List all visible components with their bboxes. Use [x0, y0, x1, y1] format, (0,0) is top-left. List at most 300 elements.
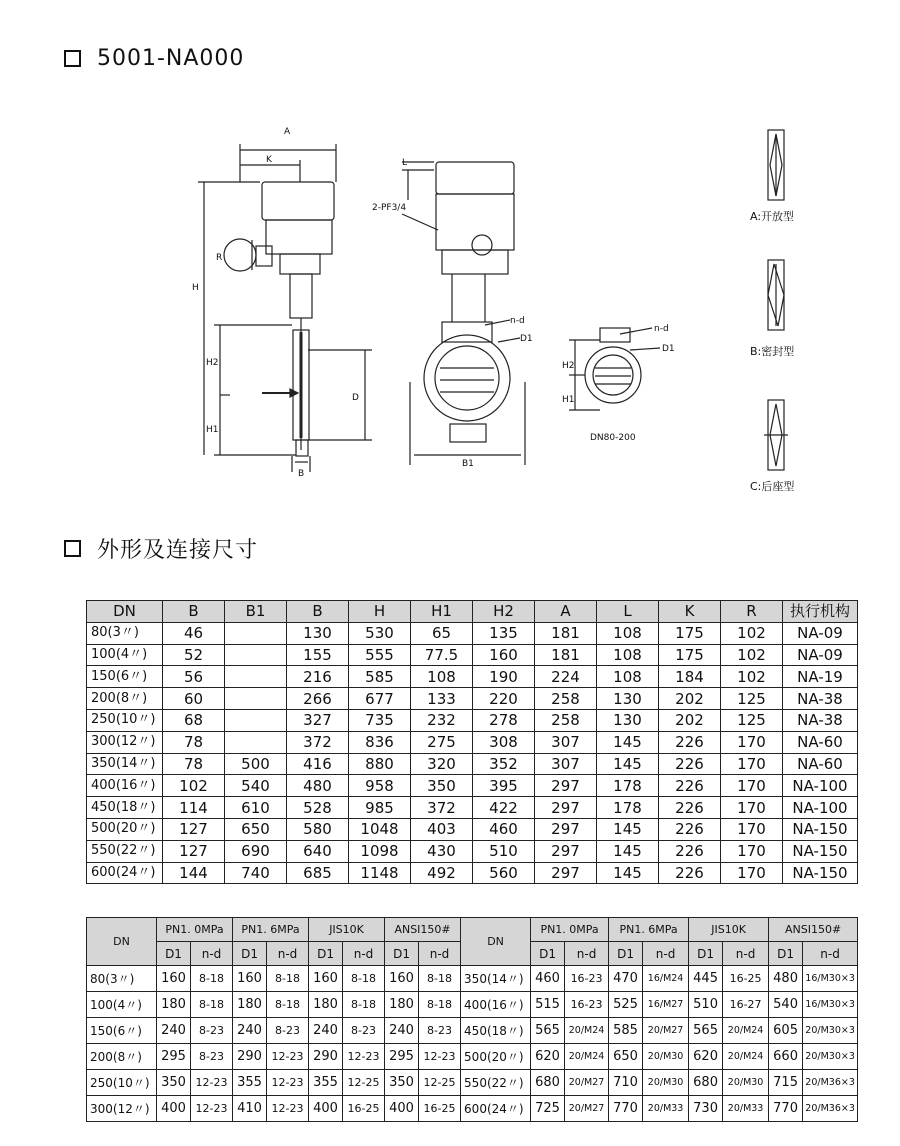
sub-header-cell: n-d: [419, 942, 461, 966]
value-cell: 730: [689, 1096, 723, 1122]
value-cell: 20/M24: [565, 1018, 609, 1044]
sub-header-cell: n-d: [723, 942, 769, 966]
value-cell: 350: [157, 1070, 191, 1096]
dim-header-cell: H2: [473, 601, 535, 623]
dn-cell: 350(14〃): [461, 966, 531, 992]
dim-B1: B1: [462, 459, 474, 469]
value-cell: 20/M30: [643, 1070, 689, 1096]
value-cell: 102: [721, 666, 783, 688]
value-cell: 1048: [349, 818, 411, 840]
value-cell: 680: [689, 1070, 723, 1096]
value-cell: 145: [597, 753, 659, 775]
value-cell: 985: [349, 797, 411, 819]
dn-cell: 500(20〃): [87, 818, 163, 840]
value-cell: 290: [233, 1044, 267, 1070]
value-cell: 240: [385, 1018, 419, 1044]
value-cell: 184: [659, 666, 721, 688]
value-cell: 680: [531, 1070, 565, 1096]
value-cell: [225, 644, 287, 666]
table-row: [87, 1044, 858, 1070]
value-cell: NA-150: [783, 862, 858, 884]
value-cell: 130: [597, 709, 659, 731]
drawing-svg: [180, 110, 820, 510]
value-cell: 540: [225, 775, 287, 797]
value-cell: 16/M30×3: [803, 992, 858, 1018]
dn-cell: 450(18〃): [87, 797, 163, 819]
value-cell: 710: [609, 1070, 643, 1096]
value-cell: 226: [659, 862, 721, 884]
value-cell: 355: [309, 1070, 343, 1096]
value-cell: 605: [769, 1018, 803, 1044]
value-cell: 20/M27: [643, 1018, 689, 1044]
value-cell: 16-27: [723, 992, 769, 1018]
value-cell: NA-100: [783, 797, 858, 819]
value-cell: 528: [287, 797, 349, 819]
value-cell: 130: [287, 622, 349, 644]
dn-cell: 80(3〃): [87, 622, 163, 644]
value-cell: 20/M30×3: [803, 1044, 858, 1070]
value-cell: 320: [411, 753, 473, 775]
value-cell: 190: [473, 666, 535, 688]
value-cell: 258: [535, 688, 597, 710]
value-cell: 170: [721, 840, 783, 862]
value-cell: 20/M36×3: [803, 1096, 858, 1122]
dim-L: L: [402, 158, 408, 168]
value-cell: 400: [385, 1096, 419, 1122]
dn-cell: 600(24〃): [461, 1096, 531, 1122]
dn-cell: 300(12〃): [87, 1096, 157, 1122]
product-code: 5001-NA000: [97, 46, 245, 71]
value-cell: 125: [721, 709, 783, 731]
value-cell: 470: [609, 966, 643, 992]
dim-nd-small: n-d: [654, 324, 669, 334]
value-cell: 102: [721, 622, 783, 644]
dim-header-cell: B: [163, 601, 225, 623]
value-cell: 20/M33: [643, 1096, 689, 1122]
value-cell: 515: [531, 992, 565, 1018]
value-cell: 240: [157, 1018, 191, 1044]
value-cell: 16-25: [723, 966, 769, 992]
value-cell: 525: [609, 992, 643, 1018]
value-cell: 416: [287, 753, 349, 775]
value-cell: 175: [659, 622, 721, 644]
value-cell: 178: [597, 775, 659, 797]
handwheel: [224, 239, 256, 271]
value-cell: 12-23: [419, 1044, 461, 1070]
value-cell: 180: [309, 992, 343, 1018]
value-cell: 8-23: [191, 1044, 233, 1070]
value-cell: 16-23: [565, 992, 609, 1018]
value-cell: 170: [721, 862, 783, 884]
value-cell: 352: [473, 753, 535, 775]
value-cell: 770: [769, 1096, 803, 1122]
actuator-front-body: [436, 194, 514, 250]
value-cell: 160: [309, 966, 343, 992]
table-row: [87, 622, 858, 644]
dim-header-cell: B: [287, 601, 349, 623]
dim-D1: D1: [520, 334, 533, 344]
table-row: [87, 862, 858, 884]
value-cell: NA-38: [783, 709, 858, 731]
value-cell: 12-23: [267, 1044, 309, 1070]
value-cell: 226: [659, 797, 721, 819]
dim-header-row: [87, 601, 858, 623]
flange-dn-header: DN: [461, 918, 531, 966]
value-cell: 8-18: [267, 992, 309, 1018]
dn-cell: 200(8〃): [87, 688, 163, 710]
value-cell: 16-25: [343, 1096, 385, 1122]
checkbox-square-icon: [64, 50, 81, 67]
dim-header-cell: A: [535, 601, 597, 623]
value-cell: 20/M33: [723, 1096, 769, 1122]
sub-header-cell: n-d: [191, 942, 233, 966]
value-cell: 8-18: [267, 966, 309, 992]
value-cell: 355: [233, 1070, 267, 1096]
value-cell: 108: [411, 666, 473, 688]
value-cell: 170: [721, 797, 783, 819]
table-row: [87, 731, 858, 753]
dn-cell: 600(24〃): [87, 862, 163, 884]
value-cell: 430: [411, 840, 473, 862]
dim-B: B: [298, 469, 305, 479]
value-cell: 445: [689, 966, 723, 992]
value-cell: 677: [349, 688, 411, 710]
value-cell: 715: [769, 1070, 803, 1096]
value-cell: 160: [385, 966, 419, 992]
value-cell: 585: [349, 666, 411, 688]
table-row: [87, 966, 858, 992]
type-c-label: C:后座型: [750, 480, 795, 493]
value-cell: 510: [689, 992, 723, 1018]
value-cell: 8-18: [419, 966, 461, 992]
dimension-table: [86, 600, 858, 884]
value-cell: 130: [597, 688, 659, 710]
value-cell: 275: [411, 731, 473, 753]
value-cell: 170: [721, 731, 783, 753]
value-cell: 307: [535, 753, 597, 775]
value-cell: 226: [659, 775, 721, 797]
value-cell: 180: [233, 992, 267, 1018]
sub-header-cell: n-d: [343, 942, 385, 966]
value-cell: 403: [411, 818, 473, 840]
section-heading: [64, 533, 258, 564]
value-cell: 12-23: [267, 1096, 309, 1122]
value-cell: 20/M24: [723, 1018, 769, 1044]
value-cell: 620: [689, 1044, 723, 1070]
value-cell: 170: [721, 818, 783, 840]
value-cell: 350: [385, 1070, 419, 1096]
dim-header-cell: DN: [87, 601, 163, 623]
dn-cell: 100(4〃): [87, 644, 163, 666]
sub-header-cell: n-d: [267, 942, 309, 966]
value-cell: 145: [597, 731, 659, 753]
value-cell: 650: [225, 818, 287, 840]
value-cell: 8-23: [267, 1018, 309, 1044]
table-row: [87, 992, 858, 1018]
value-cell: 8-18: [419, 992, 461, 1018]
value-cell: 770: [609, 1096, 643, 1122]
value-cell: 740: [225, 862, 287, 884]
product-code-heading: [64, 46, 244, 71]
table-row: [87, 775, 858, 797]
dn-cell: 400(16〃): [461, 992, 531, 1018]
dim-header-cell: H: [349, 601, 411, 623]
value-cell: 68: [163, 709, 225, 731]
table-row: [87, 1070, 858, 1096]
value-cell: 555: [349, 644, 411, 666]
value-cell: 175: [659, 644, 721, 666]
dim-D1-small: D1: [662, 344, 675, 354]
dim-header-cell: 执行机构: [783, 601, 858, 623]
checkbox-square-icon: [64, 540, 81, 557]
value-cell: [225, 709, 287, 731]
flange-dn-header: DN: [87, 918, 157, 966]
sub-header-cell: D1: [157, 942, 191, 966]
value-cell: 500: [225, 753, 287, 775]
value-cell: NA-09: [783, 644, 858, 666]
value-cell: 12-23: [191, 1070, 233, 1096]
value-cell: 226: [659, 753, 721, 775]
dn-cell: 300(12〃): [87, 731, 163, 753]
value-cell: 12-23: [191, 1096, 233, 1122]
pf-label: 2-PF3/4: [372, 203, 407, 213]
dn-cell: 550(22〃): [461, 1070, 531, 1096]
value-cell: 78: [163, 731, 225, 753]
value-cell: 372: [411, 797, 473, 819]
value-cell: 1148: [349, 862, 411, 884]
value-cell: 400: [309, 1096, 343, 1122]
value-cell: 480: [769, 966, 803, 992]
value-cell: 8-18: [343, 966, 385, 992]
sub-header-cell: D1: [385, 942, 419, 966]
value-cell: 240: [233, 1018, 267, 1044]
value-cell: 278: [473, 709, 535, 731]
value-cell: 202: [659, 688, 721, 710]
value-cell: 16/M30×3: [803, 966, 858, 992]
value-cell: 8-18: [191, 966, 233, 992]
value-cell: 685: [287, 862, 349, 884]
value-cell: NA-150: [783, 840, 858, 862]
value-cell: 297: [535, 862, 597, 884]
value-cell: 180: [157, 992, 191, 1018]
value-cell: 127: [163, 840, 225, 862]
value-cell: 20/M27: [565, 1070, 609, 1096]
value-cell: 78: [163, 753, 225, 775]
value-cell: 297: [535, 775, 597, 797]
dim-header-cell: B1: [225, 601, 287, 623]
value-cell: 160: [157, 966, 191, 992]
value-cell: 20/M27: [565, 1096, 609, 1122]
value-cell: 240: [309, 1018, 343, 1044]
value-cell: 620: [531, 1044, 565, 1070]
value-cell: 8-18: [191, 992, 233, 1018]
value-cell: 127: [163, 818, 225, 840]
sub-header-cell: D1: [609, 942, 643, 966]
value-cell: 145: [597, 862, 659, 884]
value-cell: 65: [411, 622, 473, 644]
value-cell: 181: [535, 622, 597, 644]
dn-cell: 500(20〃): [461, 1044, 531, 1070]
value-cell: 540: [769, 992, 803, 1018]
dim-K: K: [266, 155, 272, 165]
section-title: 外形及连接尺寸: [97, 538, 259, 563]
value-cell: 16-25: [419, 1096, 461, 1122]
dn-cell: 100(4〃): [87, 992, 157, 1018]
value-cell: 400: [157, 1096, 191, 1122]
table-row: [87, 1096, 858, 1122]
value-cell: 372: [287, 731, 349, 753]
value-cell: 56: [163, 666, 225, 688]
value-cell: 660: [769, 1044, 803, 1070]
dn-cell: 200(8〃): [87, 1044, 157, 1070]
value-cell: 180: [385, 992, 419, 1018]
value-cell: 202: [659, 709, 721, 731]
value-cell: 170: [721, 753, 783, 775]
value-cell: 20/M30: [643, 1044, 689, 1070]
table-row: [87, 688, 858, 710]
dn-cell: 250(10〃): [87, 1070, 157, 1096]
value-cell: 108: [597, 644, 659, 666]
value-cell: 20/M24: [723, 1044, 769, 1070]
sub-header-cell: D1: [531, 942, 565, 966]
value-cell: NA-60: [783, 731, 858, 753]
value-cell: 290: [309, 1044, 343, 1070]
dim-R: R: [216, 253, 223, 263]
table-row: [87, 1018, 858, 1044]
value-cell: NA-38: [783, 688, 858, 710]
sub-header-cell: D1: [689, 942, 723, 966]
group-header: JIS10K: [309, 918, 385, 942]
value-cell: 12-25: [419, 1070, 461, 1096]
group-header: PN1. 0MPa: [531, 918, 609, 942]
value-cell: NA-19: [783, 666, 858, 688]
value-cell: 133: [411, 688, 473, 710]
value-cell: 492: [411, 862, 473, 884]
value-cell: 8-23: [419, 1018, 461, 1044]
value-cell: 108: [597, 666, 659, 688]
dim-header-cell: R: [721, 601, 783, 623]
dn-cell: 350(14〃): [87, 753, 163, 775]
value-cell: NA-150: [783, 818, 858, 840]
dim-header-cell: K: [659, 601, 721, 623]
value-cell: 307: [535, 731, 597, 753]
value-cell: 880: [349, 753, 411, 775]
value-cell: 160: [473, 644, 535, 666]
value-cell: 327: [287, 709, 349, 731]
value-cell: [225, 731, 287, 753]
dim-D: D: [352, 393, 359, 403]
value-cell: 295: [157, 1044, 191, 1070]
value-cell: 460: [531, 966, 565, 992]
flange-table: [86, 917, 858, 1122]
value-cell: 297: [535, 818, 597, 840]
group-header: JIS10K: [689, 918, 769, 942]
value-cell: [225, 688, 287, 710]
value-cell: 12-23: [267, 1070, 309, 1096]
sub-header-cell: n-d: [643, 942, 689, 966]
dim-A: A: [284, 127, 291, 137]
value-cell: 585: [609, 1018, 643, 1044]
actuator-front-top: [436, 162, 514, 194]
value-cell: [225, 666, 287, 688]
value-cell: 220: [473, 688, 535, 710]
group-header: PN1. 6MPa: [609, 918, 689, 942]
value-cell: 530: [349, 622, 411, 644]
value-cell: 650: [609, 1044, 643, 1070]
value-cell: 460: [473, 818, 535, 840]
value-cell: 16/M27: [643, 992, 689, 1018]
value-cell: 224: [535, 666, 597, 688]
value-cell: 181: [535, 644, 597, 666]
value-cell: 12-23: [343, 1044, 385, 1070]
dn-cell: 400(16〃): [87, 775, 163, 797]
value-cell: NA-09: [783, 622, 858, 644]
value-cell: 46: [163, 622, 225, 644]
value-cell: 350: [411, 775, 473, 797]
value-cell: 114: [163, 797, 225, 819]
value-cell: 102: [163, 775, 225, 797]
value-cell: 565: [531, 1018, 565, 1044]
value-cell: 422: [473, 797, 535, 819]
actuator-body: [266, 220, 332, 254]
value-cell: 20/M36×3: [803, 1070, 858, 1096]
value-cell: 258: [535, 709, 597, 731]
value-cell: 836: [349, 731, 411, 753]
value-cell: 610: [225, 797, 287, 819]
value-cell: NA-100: [783, 775, 858, 797]
sub-header-cell: D1: [309, 942, 343, 966]
group-header: PN1. 6MPa: [233, 918, 309, 942]
actuator-top: [262, 182, 334, 220]
type-a-label: A:开放型: [750, 210, 795, 223]
value-cell: 226: [659, 731, 721, 753]
value-cell: 690: [225, 840, 287, 862]
value-cell: 8-18: [343, 992, 385, 1018]
value-cell: 20/M30: [723, 1070, 769, 1096]
value-cell: 226: [659, 818, 721, 840]
value-cell: 20/M30×3: [803, 1018, 858, 1044]
value-cell: 8-23: [343, 1018, 385, 1044]
value-cell: 155: [287, 644, 349, 666]
sub-header-cell: n-d: [803, 942, 858, 966]
value-cell: 308: [473, 731, 535, 753]
value-cell: 232: [411, 709, 473, 731]
value-cell: 958: [349, 775, 411, 797]
value-cell: 144: [163, 862, 225, 884]
dn-cell: 150(6〃): [87, 666, 163, 688]
table-row: [87, 753, 858, 775]
value-cell: 145: [597, 840, 659, 862]
value-cell: 565: [689, 1018, 723, 1044]
table-row: [87, 818, 858, 840]
table-row: [87, 840, 858, 862]
dim-H1: H1: [206, 425, 219, 435]
value-cell: 52: [163, 644, 225, 666]
value-cell: 20/M24: [565, 1044, 609, 1070]
dim-H: H: [192, 283, 199, 293]
value-cell: 8-23: [191, 1018, 233, 1044]
group-header: PN1. 0MPa: [157, 918, 233, 942]
value-cell: 1098: [349, 840, 411, 862]
sub-header-cell: D1: [233, 942, 267, 966]
value-cell: 725: [531, 1096, 565, 1122]
value-cell: 640: [287, 840, 349, 862]
value-cell: 735: [349, 709, 411, 731]
value-cell: 160: [233, 966, 267, 992]
dim-header-cell: H1: [411, 601, 473, 623]
value-cell: 12-25: [343, 1070, 385, 1096]
dim-header-cell: L: [597, 601, 659, 623]
